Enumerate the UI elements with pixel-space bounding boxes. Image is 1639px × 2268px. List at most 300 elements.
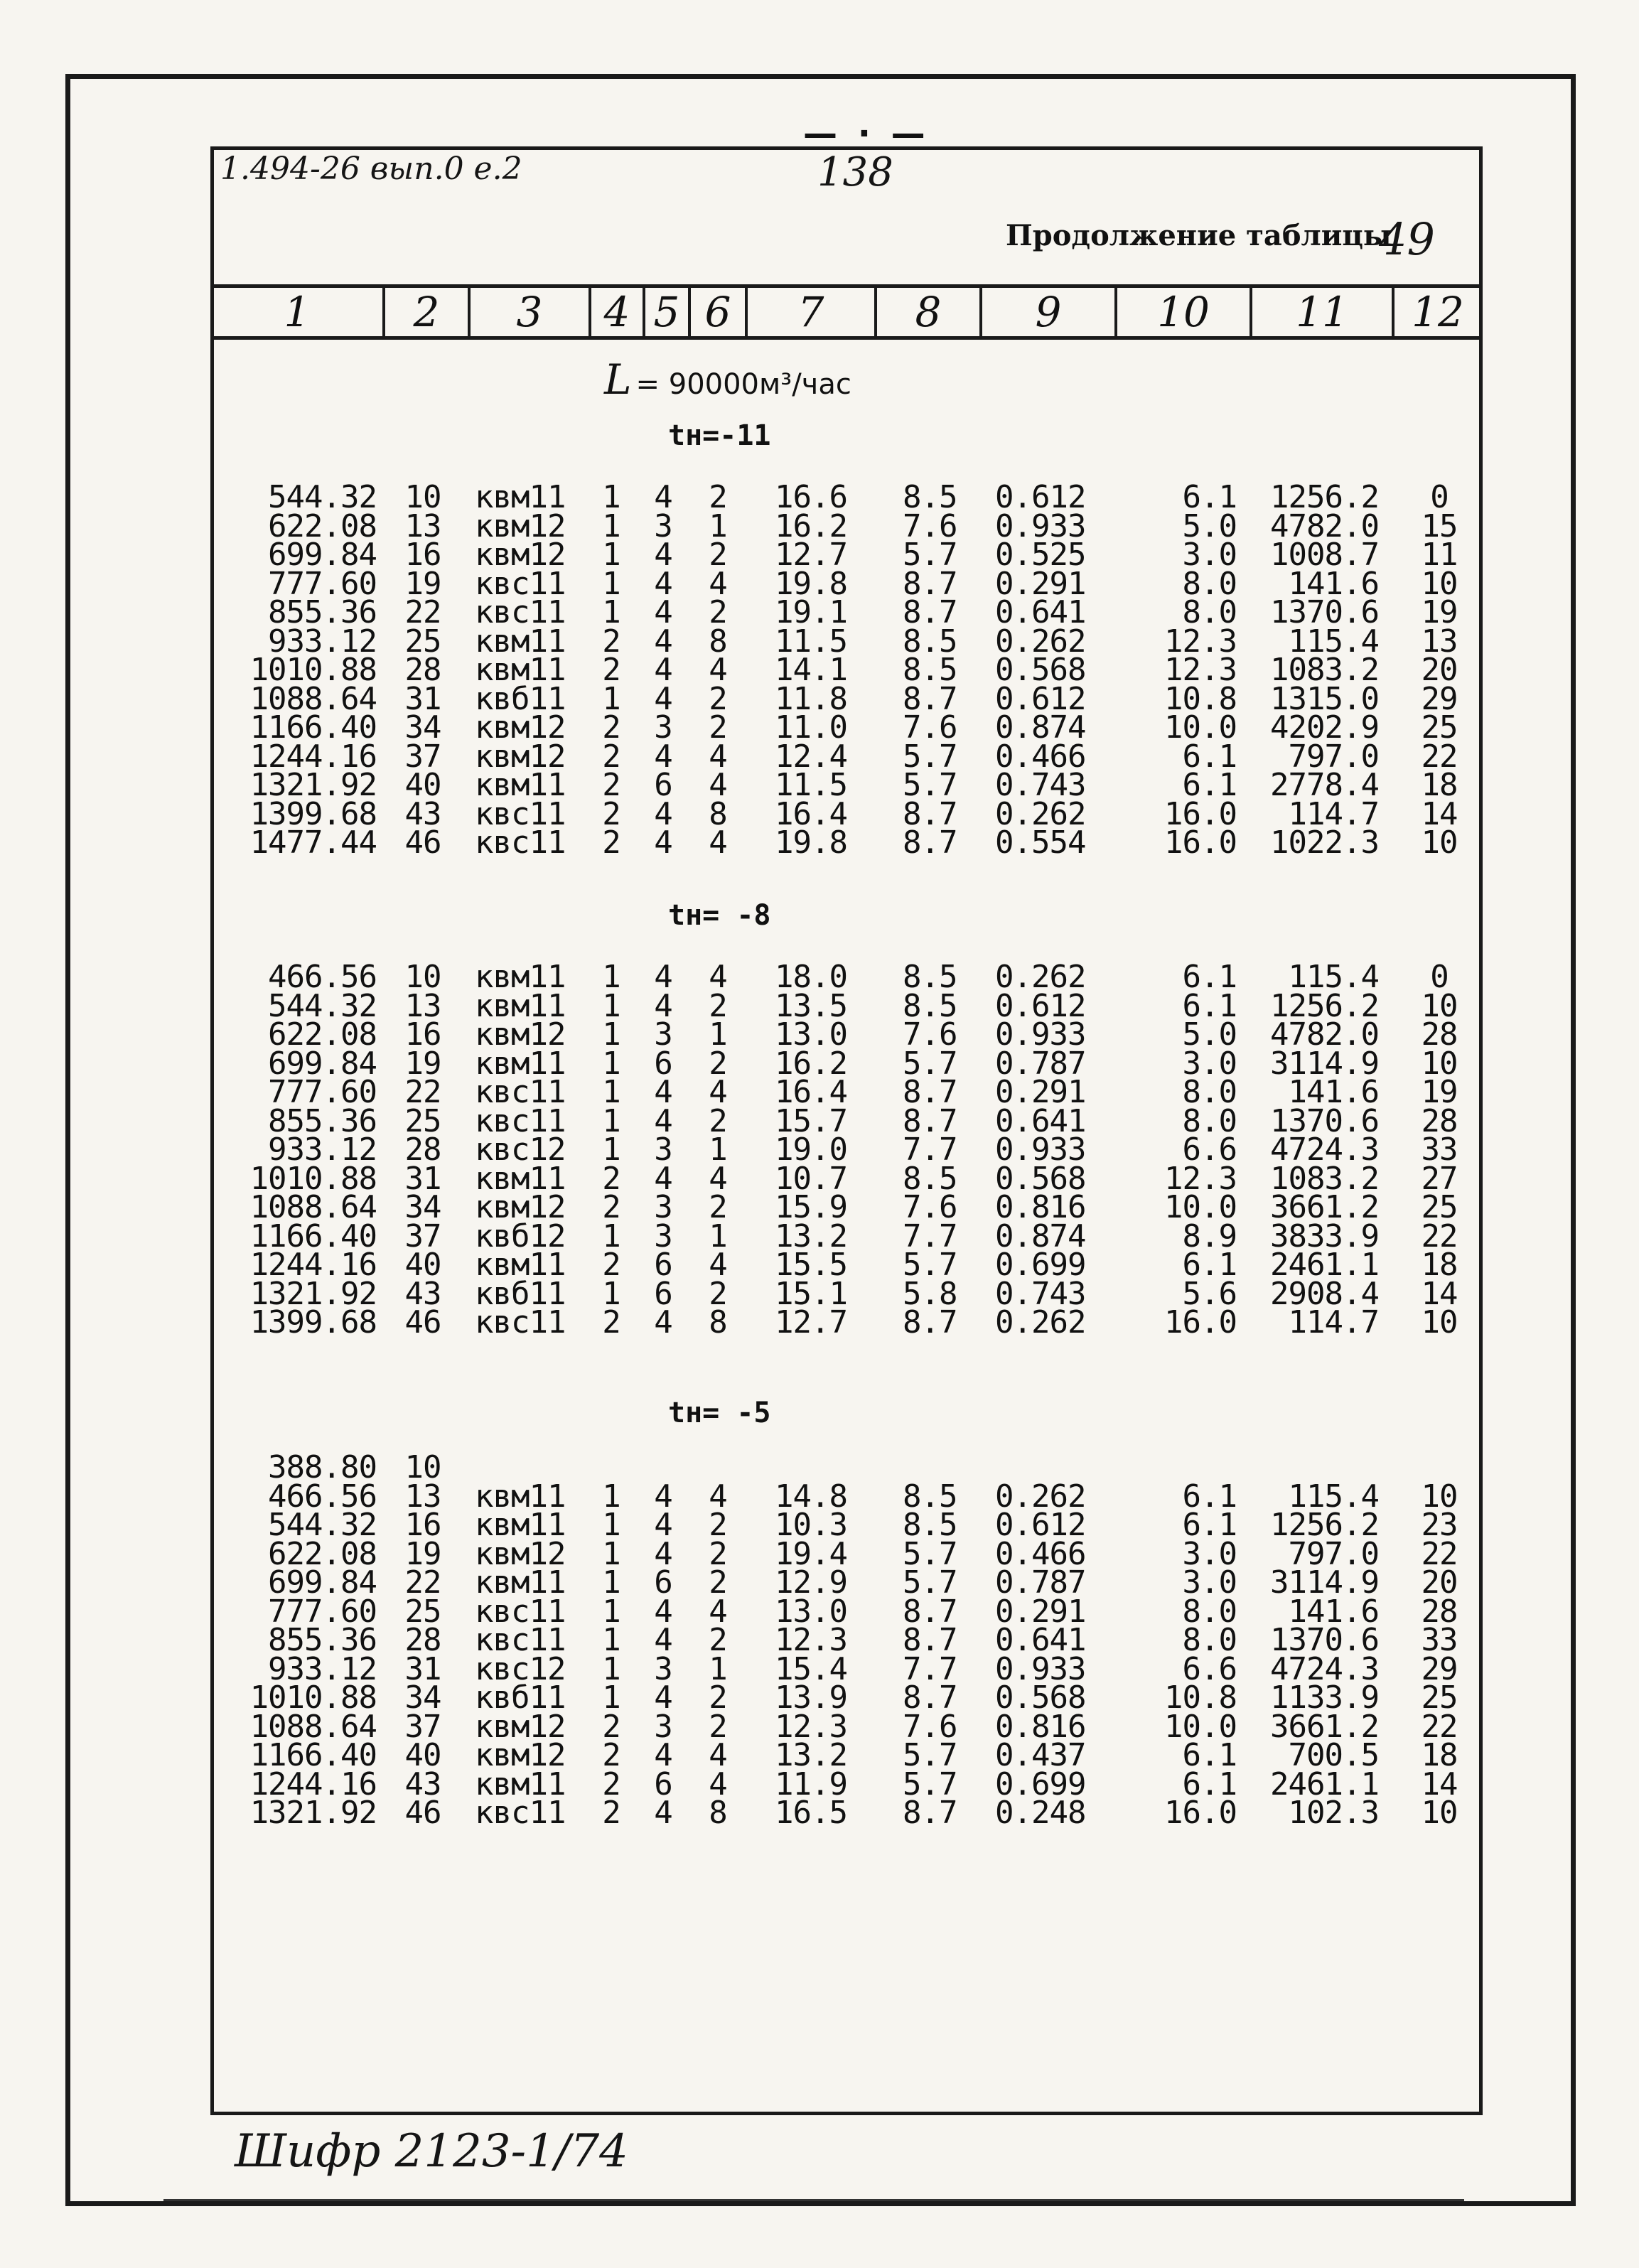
- cell-col-1: 1166.40: [249, 709, 377, 746]
- cell-col-6: 4: [709, 738, 727, 775]
- cell-col-2: 40: [404, 1737, 441, 1773]
- cell-col-2: 40: [404, 767, 441, 803]
- cell-col-4: 1: [602, 959, 620, 995]
- cell-col-3: квм11: [475, 959, 566, 995]
- cell-col-9: 0.874: [995, 709, 1086, 746]
- cell-col-6: 4: [709, 1478, 727, 1515]
- cell-col-4: 2: [602, 1737, 620, 1773]
- column-divider: [688, 288, 691, 336]
- cell-col-3: квс11: [475, 1622, 566, 1658]
- cell-col-8: 8.5: [903, 479, 957, 515]
- cell-col-11: 3661.2: [1270, 1189, 1379, 1225]
- table-row: [0, 652, 1639, 688]
- cell-col-3: квм11: [475, 1766, 566, 1802]
- cell-col-2: 43: [404, 1766, 441, 1802]
- cell-col-1: 699.84: [268, 537, 377, 573]
- cell-col-6: 2: [709, 709, 727, 746]
- cell-col-4: 2: [602, 652, 620, 688]
- cell-col-6: 2: [709, 1708, 727, 1745]
- cell-col-12: 28: [1421, 1102, 1458, 1139]
- cell-col-12: 13: [1421, 623, 1458, 660]
- cell-col-1: 1399.68: [249, 795, 377, 832]
- column-divider: [643, 288, 645, 336]
- column-divider: [1250, 288, 1252, 336]
- table-row: [0, 709, 1639, 746]
- cell-col-6: 8: [709, 623, 727, 660]
- column-divider: [874, 288, 877, 336]
- cell-col-3: квм11: [475, 1045, 566, 1082]
- cell-col-9: 0.816: [995, 1189, 1086, 1225]
- cell-col-4: 1: [602, 1679, 620, 1716]
- cell-col-5: 4: [654, 565, 672, 602]
- cell-col-2: 40: [404, 1247, 441, 1283]
- cell-col-8: 8.7: [903, 565, 957, 602]
- cell-col-1: 388.80: [268, 1449, 377, 1485]
- cell-col-7: 13.2: [775, 1737, 847, 1773]
- cell-col-7: 16.6: [775, 479, 847, 515]
- cell-col-10: 6.6: [1182, 1650, 1237, 1687]
- table-number: 49: [1379, 213, 1435, 265]
- cell-col-1: 622.08: [268, 507, 377, 544]
- cell-col-3: квм12: [475, 537, 566, 573]
- cell-col-1: 1010.88: [249, 1160, 377, 1197]
- cell-col-6: 2: [709, 1679, 727, 1716]
- cell-col-1: 699.84: [268, 1564, 377, 1601]
- cell-col-6: 8: [709, 1304, 727, 1340]
- cell-col-2: 34: [404, 1679, 441, 1716]
- cell-col-6: 2: [709, 1189, 727, 1225]
- cell-col-10: 6.1: [1182, 767, 1237, 803]
- cell-col-5: 6: [654, 1766, 672, 1802]
- cell-col-12: 22: [1421, 1218, 1458, 1254]
- cell-col-10: 6.1: [1182, 479, 1237, 515]
- cell-col-4: 1: [602, 1535, 620, 1572]
- cell-col-11: 1022.3: [1270, 824, 1379, 861]
- cell-col-1: 1399.68: [249, 1304, 377, 1340]
- cell-col-9: 0.612: [995, 680, 1086, 717]
- column-header-10: 10: [1157, 288, 1210, 336]
- cell-col-5: 4: [654, 537, 672, 573]
- cell-col-11: 114.7: [1288, 1304, 1379, 1340]
- cell-col-8: 5.7: [903, 767, 957, 803]
- table-row: [0, 1737, 1639, 1773]
- table-row: [0, 1304, 1639, 1340]
- cell-col-2: 16: [404, 1507, 441, 1543]
- cell-col-4: 1: [602, 1478, 620, 1515]
- cell-col-5: 4: [654, 1160, 672, 1197]
- cell-col-4: 1: [602, 1132, 620, 1168]
- cell-col-10: 6.1: [1182, 1478, 1237, 1515]
- cell-col-10: 16.0: [1164, 1795, 1237, 1831]
- cell-col-4: 2: [602, 1160, 620, 1197]
- cell-col-12: 10: [1421, 1045, 1458, 1082]
- cell-col-3: квм12: [475, 1189, 566, 1225]
- column-header-4: 4: [603, 288, 630, 336]
- cell-col-4: 2: [602, 1247, 620, 1283]
- cell-col-8: 5.7: [903, 537, 957, 573]
- cell-col-12: 29: [1421, 680, 1458, 717]
- page-number: 138: [817, 149, 893, 195]
- cell-col-2: 22: [404, 594, 441, 630]
- cell-col-5: 4: [654, 1507, 672, 1543]
- cell-col-10: 8.0: [1182, 1622, 1237, 1658]
- cell-col-12: 25: [1421, 1679, 1458, 1716]
- cell-col-6: 4: [709, 1766, 727, 1802]
- cell-col-6: 2: [709, 1622, 727, 1658]
- cell-col-9: 0.248: [995, 1795, 1086, 1831]
- cell-col-9: 0.699: [995, 1247, 1086, 1283]
- cell-col-2: 31: [404, 1650, 441, 1687]
- cell-col-3: квс11: [475, 1304, 566, 1340]
- cell-col-11: 1315.0: [1270, 680, 1379, 717]
- cell-col-2: 19: [404, 1045, 441, 1082]
- cell-col-5: 3: [654, 1189, 672, 1225]
- cell-col-1: 1088.64: [249, 1189, 377, 1225]
- cell-col-7: 16.2: [775, 507, 847, 544]
- cell-col-3: квс11: [475, 565, 566, 602]
- cell-col-7: 12.7: [775, 537, 847, 573]
- cell-col-10: 12.3: [1164, 623, 1237, 660]
- cell-col-5: 4: [654, 1478, 672, 1515]
- cell-col-10: 10.0: [1164, 709, 1237, 746]
- cell-col-8: 7.7: [903, 1650, 957, 1687]
- cell-col-7: 19.8: [775, 565, 847, 602]
- cell-col-10: 3.0: [1182, 1045, 1237, 1082]
- cell-col-12: 10: [1421, 565, 1458, 602]
- cell-col-8: 5.7: [903, 1737, 957, 1773]
- cell-col-11: 141.6: [1288, 1593, 1379, 1630]
- cell-col-2: 25: [404, 1593, 441, 1630]
- cell-col-9: 0.787: [995, 1564, 1086, 1601]
- column-header-9: 9: [1035, 288, 1062, 336]
- cell-col-5: 4: [654, 738, 672, 775]
- cell-col-7: 15.5: [775, 1247, 847, 1283]
- cell-col-2: 13: [404, 507, 441, 544]
- cell-col-4: 1: [602, 537, 620, 573]
- cell-col-5: 4: [654, 623, 672, 660]
- cell-col-12: 0: [1430, 959, 1449, 995]
- cell-col-3: квс12: [475, 1650, 566, 1687]
- cell-col-4: 1: [602, 1622, 620, 1658]
- cell-col-6: 4: [709, 1160, 727, 1197]
- cell-col-5: 4: [654, 1304, 672, 1340]
- cell-col-12: 10: [1421, 824, 1458, 861]
- cell-col-9: 0.612: [995, 479, 1086, 515]
- cell-col-2: 22: [404, 1074, 441, 1110]
- cell-col-10: 3.0: [1182, 537, 1237, 573]
- cell-col-11: 4724.3: [1270, 1132, 1379, 1168]
- cell-col-11: 3833.9: [1270, 1218, 1379, 1254]
- cell-col-7: 15.4: [775, 1650, 847, 1687]
- cell-col-10: 6.6: [1182, 1132, 1237, 1168]
- cell-col-5: 4: [654, 1622, 672, 1658]
- cell-col-8: 7.7: [903, 1218, 957, 1254]
- cell-col-6: 4: [709, 824, 727, 861]
- cell-col-2: 10: [404, 479, 441, 515]
- cell-col-2: 13: [404, 987, 441, 1024]
- cell-col-7: 13.0: [775, 1016, 847, 1053]
- cell-col-8: 5.7: [903, 1564, 957, 1601]
- cell-col-2: 13: [404, 1478, 441, 1515]
- cell-col-11: 115.4: [1288, 959, 1379, 995]
- cell-col-9: 0.816: [995, 1708, 1086, 1745]
- cell-col-4: 2: [602, 767, 620, 803]
- cell-col-3: квм12: [475, 709, 566, 746]
- cell-col-11: 114.7: [1288, 795, 1379, 832]
- cell-col-9: 0.874: [995, 1218, 1086, 1254]
- cell-col-11: 1370.6: [1270, 1102, 1379, 1139]
- cell-col-8: 8.7: [903, 1304, 957, 1340]
- cell-col-11: 4782.0: [1270, 507, 1379, 544]
- cell-col-7: 16.2: [775, 1045, 847, 1082]
- cell-col-6: 4: [709, 767, 727, 803]
- cell-col-1: 855.36: [268, 594, 377, 630]
- cell-col-4: 1: [602, 1564, 620, 1601]
- cell-col-2: 43: [404, 1275, 441, 1312]
- cell-col-8: 8.5: [903, 623, 957, 660]
- cell-col-6: 2: [709, 1275, 727, 1312]
- cell-col-5: 3: [654, 507, 672, 544]
- section-title: tн=-11: [668, 419, 771, 452]
- cell-col-10: 16.0: [1164, 824, 1237, 861]
- cell-col-1: 855.36: [268, 1622, 377, 1658]
- cell-col-3: квб11: [475, 680, 566, 717]
- cell-col-10: 6.1: [1182, 1737, 1237, 1773]
- cell-col-3: квм11: [475, 1247, 566, 1283]
- footer-code: Шифр 2123-1/74: [235, 2125, 628, 2178]
- cell-col-7: 12.3: [775, 1622, 847, 1658]
- cell-col-8: 8.7: [903, 1593, 957, 1630]
- cell-col-12: 28: [1421, 1016, 1458, 1053]
- cell-col-1: 1321.92: [249, 1275, 377, 1312]
- cell-col-1: 933.12: [268, 623, 377, 660]
- cell-col-2: 37: [404, 738, 441, 775]
- cell-col-2: 10: [404, 1449, 441, 1485]
- cell-col-4: 2: [602, 1795, 620, 1831]
- column-divider: [468, 288, 471, 336]
- cell-col-8: 8.7: [903, 1679, 957, 1716]
- cell-col-3: квм11: [475, 987, 566, 1024]
- cell-col-3: квм12: [475, 507, 566, 544]
- cell-col-1: 1010.88: [249, 1679, 377, 1716]
- cell-col-7: 11.5: [775, 767, 847, 803]
- cell-col-9: 0.743: [995, 1275, 1086, 1312]
- cell-col-8: 8.7: [903, 795, 957, 832]
- cell-col-7: 15.1: [775, 1275, 847, 1312]
- cell-col-5: 6: [654, 1275, 672, 1312]
- cell-col-12: 0: [1430, 479, 1449, 515]
- cell-col-4: 1: [602, 565, 620, 602]
- cell-col-7: 19.0: [775, 1132, 847, 1168]
- cell-col-12: 22: [1421, 738, 1458, 775]
- cell-col-11: 1370.6: [1270, 594, 1379, 630]
- cell-col-7: 15.9: [775, 1189, 847, 1225]
- table-row: [0, 537, 1639, 573]
- cell-col-8: 8.5: [903, 959, 957, 995]
- cell-col-7: 14.8: [775, 1478, 847, 1515]
- cell-col-4: 1: [602, 680, 620, 717]
- cell-col-5: 4: [654, 959, 672, 995]
- cell-col-1: 1244.16: [249, 738, 377, 775]
- cell-col-11: 700.5: [1288, 1737, 1379, 1773]
- cell-col-9: 0.262: [995, 1478, 1086, 1515]
- cell-col-5: 6: [654, 1045, 672, 1082]
- cell-col-9: 0.612: [995, 987, 1086, 1024]
- column-header-8: 8: [915, 288, 942, 336]
- table-row: [0, 1449, 1639, 1485]
- cell-col-3: квс12: [475, 1132, 566, 1168]
- cell-col-9: 0.641: [995, 1102, 1086, 1139]
- cell-col-4: 1: [602, 507, 620, 544]
- cell-col-4: 2: [602, 623, 620, 660]
- cell-col-9: 0.612: [995, 1507, 1086, 1543]
- cell-col-2: 31: [404, 1160, 441, 1197]
- table-row: [0, 1132, 1639, 1168]
- cell-col-4: 1: [602, 1074, 620, 1110]
- column-header-12: 12: [1412, 288, 1464, 336]
- cell-col-8: 7.6: [903, 1016, 957, 1053]
- cell-col-7: 16.4: [775, 1074, 847, 1110]
- cell-col-1: 1166.40: [249, 1737, 377, 1773]
- cell-col-10: 10.0: [1164, 1189, 1237, 1225]
- cell-col-3: квс11: [475, 795, 566, 832]
- cell-col-4: 2: [602, 709, 620, 746]
- cell-col-4: 2: [602, 1189, 620, 1225]
- column-header-7: 7: [797, 288, 824, 336]
- cell-col-1: 777.60: [268, 1074, 377, 1110]
- cell-col-3: квм11: [475, 767, 566, 803]
- flow-symbol: L: [604, 355, 632, 404]
- column-divider: [979, 288, 982, 336]
- cell-col-11: 102.3: [1288, 1795, 1379, 1831]
- cell-col-8: 8.7: [903, 680, 957, 717]
- cell-col-11: 3114.9: [1270, 1564, 1379, 1601]
- cell-col-1: 1166.40: [249, 1218, 377, 1254]
- cell-col-9: 0.291: [995, 565, 1086, 602]
- cell-col-11: 3661.2: [1270, 1708, 1379, 1745]
- cell-col-8: 5.7: [903, 1766, 957, 1802]
- cell-col-6: 2: [709, 1535, 727, 1572]
- cell-col-9: 0.262: [995, 795, 1086, 832]
- cell-col-1: 466.56: [268, 1478, 377, 1515]
- cell-col-1: 622.08: [268, 1016, 377, 1053]
- cell-col-5: 6: [654, 1564, 672, 1601]
- cell-col-4: 2: [602, 738, 620, 775]
- table-row: [0, 1247, 1639, 1283]
- cell-col-5: 4: [654, 479, 672, 515]
- cell-col-12: 14: [1421, 1766, 1458, 1802]
- cell-col-11: 1256.2: [1270, 987, 1379, 1024]
- cell-col-11: 2778.4: [1270, 767, 1379, 803]
- cell-col-7: 10.7: [775, 1160, 847, 1197]
- cell-col-6: 1: [709, 1132, 727, 1168]
- cell-col-7: 15.7: [775, 1102, 847, 1139]
- cell-col-9: 0.933: [995, 507, 1086, 544]
- cell-col-5: 4: [654, 1679, 672, 1716]
- cell-col-12: 27: [1421, 1160, 1458, 1197]
- cell-col-4: 2: [602, 795, 620, 832]
- cell-col-6: 4: [709, 1247, 727, 1283]
- cell-col-1: 1088.64: [249, 680, 377, 717]
- cell-col-10: 10.0: [1164, 1708, 1237, 1745]
- cell-col-3: квм11: [475, 479, 566, 515]
- cell-col-12: 18: [1421, 767, 1458, 803]
- column-divider: [589, 288, 591, 336]
- cell-col-10: 10.8: [1164, 1679, 1237, 1716]
- cell-col-12: 20: [1421, 1564, 1458, 1601]
- cell-col-11: 115.4: [1288, 623, 1379, 660]
- cell-col-8: 7.6: [903, 1189, 957, 1225]
- cell-col-10: 6.1: [1182, 1247, 1237, 1283]
- cell-col-7: 11.8: [775, 680, 847, 717]
- table-row: [0, 959, 1639, 995]
- cell-col-1: 1321.92: [249, 767, 377, 803]
- cell-col-4: 1: [602, 1102, 620, 1139]
- cell-col-12: 10: [1421, 1478, 1458, 1515]
- cell-col-12: 25: [1421, 709, 1458, 746]
- cell-col-8: 8.5: [903, 652, 957, 688]
- cell-col-5: 3: [654, 1016, 672, 1053]
- cell-col-9: 0.262: [995, 623, 1086, 660]
- cell-col-4: 1: [602, 479, 620, 515]
- cell-col-8: 8.7: [903, 1074, 957, 1110]
- cell-col-2: 37: [404, 1218, 441, 1254]
- cell-col-9: 0.699: [995, 1766, 1086, 1802]
- cell-col-8: 5.7: [903, 1247, 957, 1283]
- cell-col-3: квм12: [475, 1535, 566, 1572]
- cell-col-8: 5.7: [903, 1535, 957, 1572]
- cell-col-3: квм12: [475, 1737, 566, 1773]
- continuation-label: Продолжение таблицы: [1006, 219, 1392, 252]
- cell-col-4: 1: [602, 594, 620, 630]
- cell-col-3: квб11: [475, 1679, 566, 1716]
- cell-col-12: 10: [1421, 987, 1458, 1024]
- document-code: 1.494-26 вып.0 е.2: [220, 151, 522, 187]
- cell-col-9: 0.641: [995, 594, 1086, 630]
- column-header-3: 3: [516, 288, 543, 336]
- cell-col-12: 22: [1421, 1535, 1458, 1572]
- column-divider: [1114, 288, 1117, 336]
- cell-col-4: 1: [602, 987, 620, 1024]
- cell-col-3: квм12: [475, 738, 566, 775]
- cell-col-9: 0.933: [995, 1132, 1086, 1168]
- cell-col-12: 10: [1421, 1304, 1458, 1340]
- cell-col-6: 2: [709, 680, 727, 717]
- cell-col-1: 777.60: [268, 565, 377, 602]
- cell-col-1: 466.56: [268, 959, 377, 995]
- cell-col-7: 16.4: [775, 795, 847, 832]
- cell-col-6: 2: [709, 537, 727, 573]
- cell-col-11: 1083.2: [1270, 1160, 1379, 1197]
- cell-col-1: 1477.44: [249, 824, 377, 861]
- cell-col-6: 4: [709, 565, 727, 602]
- cell-col-3: квм11: [475, 1507, 566, 1543]
- cell-col-9: 0.291: [995, 1593, 1086, 1630]
- cell-col-5: 4: [654, 1074, 672, 1110]
- cell-col-11: 2908.4: [1270, 1275, 1379, 1312]
- cell-col-12: 25: [1421, 1189, 1458, 1225]
- flow-value: = 90000м³/час: [635, 368, 851, 401]
- cell-col-7: 11.5: [775, 623, 847, 660]
- cell-col-3: квм11: [475, 1478, 566, 1515]
- cell-col-10: 6.1: [1182, 987, 1237, 1024]
- cell-col-6: 2: [709, 1507, 727, 1543]
- table-row: [0, 1189, 1639, 1225]
- cell-col-4: 1: [602, 1218, 620, 1254]
- cell-col-9: 0.568: [995, 1160, 1086, 1197]
- cell-col-8: 8.5: [903, 987, 957, 1024]
- cell-col-1: 1010.88: [249, 652, 377, 688]
